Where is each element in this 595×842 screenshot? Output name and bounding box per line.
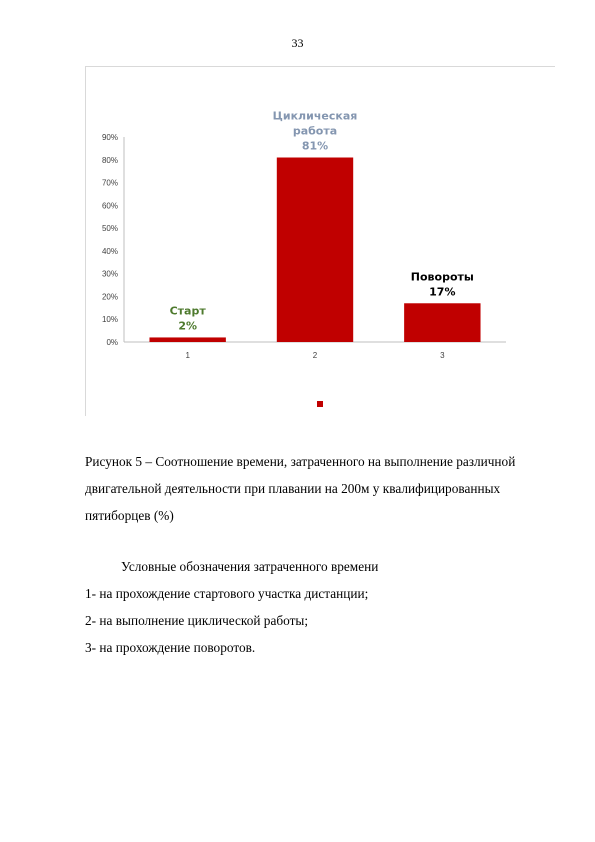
y-tick-label: 30%: [101, 269, 118, 279]
bar: [277, 158, 353, 343]
x-tick-label: 1: [185, 351, 190, 360]
y-tick-label: 60%: [101, 201, 118, 211]
page-number: 33: [291, 36, 304, 50]
data-label: 81%: [301, 139, 329, 153]
bar: [149, 337, 225, 342]
x-tick-label: 2: [312, 351, 318, 360]
chart-area: [85, 66, 555, 416]
legend-item-3: 3- на прохождение поворотов.: [85, 640, 256, 655]
data-label: Циклическая: [272, 109, 358, 123]
data-label: работа: [292, 124, 338, 138]
figure-caption: Рисунок 5 – Соотношение времени, затраченного на выполнение различной двигательной деятельности при плавании на 200м у квалифицированных пятиборцев (%): [85, 454, 516, 523]
y-tick-label: 50%: [101, 224, 118, 234]
legend-heading: Условные обозначения затраченного времени: [121, 559, 379, 574]
bar: [404, 303, 480, 342]
y-tick-label: 40%: [101, 246, 118, 256]
y-tick-label: 70%: [101, 178, 118, 188]
data-label: 2%: [178, 319, 198, 333]
data-label: 17%: [429, 285, 456, 299]
x-tick-label: 3: [440, 351, 445, 360]
legend-item-1: 1- на прохождение стартового участка дистанции;: [85, 586, 369, 601]
y-tick-label: 20%: [101, 292, 118, 302]
y-tick-label: 10%: [101, 315, 118, 325]
y-tick-label: 90%: [101, 133, 118, 142]
y-tick-label: 80%: [101, 155, 118, 165]
data-label: Повороты: [410, 270, 474, 284]
legend-item-2: 2- на выполнение циклической работы;: [85, 613, 309, 628]
legend-description: [85, 553, 535, 661]
bar-chart: [86, 67, 556, 417]
data-label: Старт: [169, 304, 206, 318]
y-tick-label: 0%: [106, 338, 118, 347]
legend-marker: [317, 401, 323, 407]
